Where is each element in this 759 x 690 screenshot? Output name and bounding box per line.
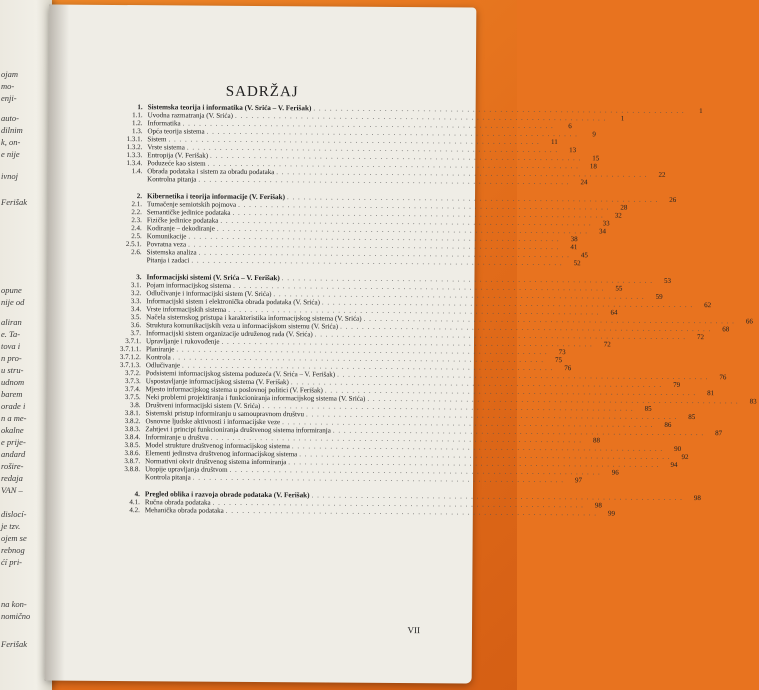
toc-page-number: 1	[699, 107, 703, 116]
toc-section-title: Kontrolna pitanja	[147, 175, 197, 184]
toc-page-number: 13	[569, 146, 577, 155]
left-page-text-fragment: ojam	[1, 69, 18, 79]
book-page	[45, 5, 757, 684]
toc-section-title: Društveni informacijski sistem (V. Srića)	[145, 401, 261, 411]
toc-section-title: Fizičke jedinice podataka	[146, 216, 219, 225]
toc-page-number: 98	[594, 501, 602, 510]
toc-section-number: 3.8.8.	[124, 465, 141, 474]
toc-page-number: 87	[715, 429, 723, 438]
left-page-text-fragment: andard	[1, 449, 26, 459]
toc-page-number: 99	[607, 509, 616, 518]
left-page-text-fragment: ćí pri-	[1, 557, 23, 567]
toc-page-number: 24	[580, 178, 588, 187]
toc-section-number: 3.7.4.	[124, 385, 141, 394]
left-page-text-fragment: VAN –	[1, 485, 23, 495]
toc-page-number: 85	[688, 412, 696, 422]
toc-page-number: 62	[704, 301, 712, 310]
toc-section-title: Kontrola pitanja	[145, 473, 191, 482]
toc-section-title: Mehanička obrada podataka	[144, 506, 224, 515]
toc-section-number: 3.7.5.	[124, 393, 141, 402]
toc-section-title: Pregled oblika i razvoja obrade podataka (V. Ferišak)	[144, 490, 310, 500]
toc-section-title: Povratna veza	[146, 240, 187, 249]
toc-page-number: 81	[707, 389, 715, 398]
left-page-text-fragment: u stru-	[1, 365, 24, 375]
toc-row	[98, 506, 616, 518]
toc-page-number: 55	[615, 284, 623, 293]
toc-section-number: 1.2.	[132, 119, 143, 128]
toc-page-number: 75	[555, 356, 563, 365]
toc-page-number: 88	[592, 436, 600, 445]
left-page-text-fragment: e prije-	[1, 437, 26, 447]
toc-page-number: 79	[673, 380, 681, 389]
toc-section-number: 4.2.	[129, 506, 140, 515]
toc-page-number: 6	[568, 122, 572, 131]
toc-section-number: 2.1.	[131, 200, 143, 209]
toc-section-title: Informacijski sistem organizacije udruženog rada (V. Srića)	[146, 329, 313, 339]
left-page-text-fragment: e. Ta-	[1, 329, 21, 339]
toc-page-number: 72	[697, 333, 705, 342]
left-page-text-fragment: rošire-	[1, 461, 24, 471]
toc-section-number: 3.7.1.1.	[119, 345, 141, 354]
toc-section-number: 3.5.	[130, 313, 142, 322]
toc-section-number: 4.	[134, 490, 140, 499]
toc-section-title: Podsistemi informacijskog sistema poduzeća (V. Srića – V. Ferišak)	[145, 369, 336, 379]
toc-page-number: 72	[603, 340, 611, 349]
left-page-text-fragment: auto-	[1, 113, 19, 123]
left-page-text-fragment: n a me-	[1, 413, 27, 423]
toc-section-title: Uspostavljanje informacijskog sistema (V. Ferišak)	[145, 377, 289, 387]
toc-section-number: 3.7.3.	[124, 377, 141, 386]
toc-section-number: 3.8.4.	[124, 433, 141, 442]
toc-section-title: Načela sistemskog pristupa i karakteristika informacijskog sistema (V. Srića)	[146, 313, 362, 323]
toc-section-title: Komunikacije	[146, 232, 187, 241]
toc-section-title: Model strukture društvenog informacijskog sistema	[145, 441, 290, 451]
left-page-text-fragment: k, on-	[1, 137, 21, 147]
toc-section-title: Kontrola	[145, 353, 171, 362]
toc-section-title: Sistemska analiza	[146, 248, 197, 257]
page-title: SADRŽAJ	[225, 83, 299, 101]
left-page-text-fragment: je tzv.	[1, 521, 21, 531]
toc-section-number: 3.7.	[130, 329, 142, 338]
toc-leader-dots	[226, 507, 597, 518]
toc-section-number: 3.8.1.	[124, 409, 141, 418]
toc-section-title: Struktura komunikacijskih veza u informacijskom sistemu (V. Srića)	[146, 321, 339, 331]
toc-page-number: 98	[693, 494, 701, 503]
toc-section-number: 4.1.	[129, 498, 140, 507]
toc-section-title: Planiranje	[145, 345, 175, 354]
left-page-text-fragment: aliran	[1, 317, 22, 327]
toc-page-number: 94	[670, 460, 678, 469]
left-page-text-fragment: okalne	[1, 425, 24, 435]
toc-section-title: Kodiranje – dekodiranje	[146, 224, 215, 233]
toc-page-number: 32	[614, 211, 622, 220]
toc-section-number: 3.	[136, 273, 142, 282]
left-page-text-fragment: mo-	[1, 81, 15, 91]
toc-section-number: 3.8.5.	[124, 441, 141, 450]
toc-section-number: 3.8.6.	[124, 449, 141, 458]
toc-page-number: 97	[574, 476, 583, 485]
toc-section-title: Mjesto informacijskog sistema u poslovnoj politici (V. Ferišak)	[145, 385, 323, 395]
toc-section-number: 2.5.1.	[125, 240, 142, 249]
toc-page-number: 52	[573, 259, 581, 268]
toc-section-title: Osnovne ljudske aktivnosti i informacijske veze	[145, 417, 281, 427]
toc-page-number: 92	[681, 452, 689, 461]
toc-page-number: 41	[570, 243, 578, 252]
left-page-text-fragment: dislocí-	[1, 509, 27, 519]
left-page-text-fragment: ojem se	[1, 533, 27, 543]
toc-page-number: 1	[620, 114, 625, 123]
toc-section-title: Zahtjevi i principi funkcioniranja društvenog sistema informiranja	[145, 425, 331, 435]
toc-section-title: Odlučivanje i informacijski sistem (V. Srića)	[146, 289, 272, 299]
toc-section-title: Obrada podataka i sistem za obradu podataka	[147, 167, 275, 177]
toc-section-number: 1.3.1.	[126, 135, 143, 144]
toc-section-number: 3.8.2.	[124, 417, 141, 426]
toc-section-title: Informiranje u društvu	[145, 433, 209, 442]
toc-section-number: 1.3.	[131, 127, 143, 136]
toc-section-title: Pitanja i zadaci	[146, 256, 190, 265]
left-facing-page	[0, 0, 52, 690]
toc-section-title: Elementi jedinstva društvenog informacijskog sistema	[145, 449, 298, 459]
toc-section-title: Vrste informacijskih sistema	[146, 305, 227, 314]
toc-section-title: Tumačenje semiotskih pojmova	[146, 200, 237, 209]
left-page-text-fragment: dilnim	[1, 125, 23, 135]
toc-section-title: Neki problemi projektiranja i funkcioniranja informacijskog sistema (V. Srića)	[145, 393, 366, 403]
toc-page-number: 28	[620, 203, 628, 212]
toc-page-number: 64	[610, 308, 618, 317]
toc-section-number: 2.2.	[131, 208, 142, 217]
left-page-text-fragment: n pro-	[1, 353, 22, 363]
toc-page-number: 26	[669, 195, 677, 204]
toc-section-number: 1.1.	[132, 111, 143, 120]
toc-section-number: 3.4.	[130, 305, 142, 314]
toc-section-title: Ručna obrada podataka	[144, 498, 211, 507]
toc-page-number: 34	[599, 227, 607, 236]
toc-section-title: Utopije upravljanja društvom	[145, 465, 228, 474]
toc-page-number: 73	[558, 348, 566, 357]
toc-page-number: 18	[589, 162, 597, 171]
left-page-text-fragment: barem	[1, 389, 23, 399]
toc-section-title: Informacijski sistem i elektronička obrada podataka (V. Srića)	[146, 297, 320, 307]
toc-section-title: Opća teorija sistema	[147, 127, 205, 136]
toc-section-title: Semantičke jedinice podataka	[146, 208, 231, 217]
left-page-text-fragment: ivnoj	[1, 171, 18, 181]
toc-section-number: 1.3.2.	[126, 143, 143, 152]
left-page-text-fragment: orade i	[1, 401, 26, 411]
left-page-text-fragment: nomično	[1, 611, 31, 621]
toc-page-number: 15	[592, 154, 600, 163]
toc-page-number: 90	[674, 444, 682, 453]
toc-page-number: 9	[592, 130, 596, 139]
toc-page-number: 22	[658, 170, 666, 179]
toc-section-number: 3.6.	[130, 321, 142, 330]
left-page-text-fragment: redaja	[1, 473, 23, 483]
toc-section-number: 2.4.	[131, 224, 142, 233]
toc-section-title: Kibernetika i teorija informacije (V. Ferišak)	[147, 192, 286, 202]
toc-page-number: 59	[655, 292, 663, 301]
toc-section-number: 3.7.1.3.	[119, 361, 141, 370]
toc-page-number: 76	[564, 364, 572, 373]
toc-section-title: Sistemski pristup informiranju u samoupravnom društvu	[145, 409, 305, 419]
toc-section-number: 3.8.3.	[124, 425, 141, 434]
toc-section-title: Upravljanje i rukovođenje	[145, 337, 220, 346]
left-page-text-fragment: Ferišak	[1, 639, 27, 649]
toc-section-title: Sistemska teorija i informatika (V. Srića – V. Ferišak)	[147, 103, 312, 113]
toc-section-title: Normativni okvir društvenog sistema informiranja	[145, 457, 287, 467]
toc-section-number: 3.2.	[130, 289, 142, 298]
toc-section-number: 2.	[136, 192, 143, 201]
left-page-text-fragment: opune	[1, 285, 22, 295]
toc-page-number: 86	[664, 420, 672, 429]
table-of-contents	[98, 103, 757, 518]
left-page-text-fragment: rebnog	[1, 545, 25, 555]
left-page-text-fragment: tova i	[1, 341, 21, 351]
toc-section-number: 1.3.4.	[126, 159, 143, 168]
toc-section-title: Poduzeće kao sistem	[147, 159, 206, 168]
toc-page-number: 53	[664, 276, 672, 285]
toc-section-number: 1.4.	[131, 167, 143, 176]
left-page-text-fragment: nije od	[1, 297, 25, 307]
toc-page-number: 45	[580, 251, 588, 260]
toc-section-title: Entropija (V. Ferišak)	[147, 151, 209, 160]
toc-page-number: 96	[611, 468, 619, 477]
left-page-text-fragment: enji-	[1, 93, 17, 103]
toc-section-number: 3.3.	[130, 297, 142, 306]
toc-page-number: 33	[602, 219, 610, 228]
left-page-text-fragment: e nije	[1, 149, 20, 159]
toc-page-number: 11	[550, 138, 558, 147]
toc-page-number: 68	[722, 325, 730, 334]
toc-section-number: 1.	[137, 103, 143, 112]
toc-page-number: 38	[570, 235, 578, 244]
toc-section-number: 3.1.	[130, 281, 142, 290]
toc-section-number: 3.8.	[130, 401, 141, 410]
toc-section-number: 3.8.7.	[124, 457, 141, 466]
toc-section-title: Vrste sistema	[147, 143, 185, 152]
toc-page-number: 76	[719, 373, 727, 382]
toc-section-number: 3.7.1.2.	[119, 353, 141, 362]
toc-section-number: 3.7.1.	[125, 337, 142, 346]
toc-section-number: 2.3.	[131, 216, 142, 225]
toc-section-number: 2.5.	[131, 232, 142, 241]
toc-section-title: Sistem	[147, 135, 167, 144]
toc-section-number: 1.3.3.	[126, 151, 143, 160]
toc-page-number: 83	[749, 397, 757, 406]
toc-section-title: Pojam informacijskog sistema	[146, 281, 232, 290]
page-spine-shadow	[45, 5, 70, 681]
left-page-text-fragment: na kon-	[1, 599, 27, 609]
page-number: VII	[407, 625, 421, 636]
toc-section-title: Informacijski sistemi (V. Srića – V. Ferišak)	[146, 273, 280, 283]
toc-section-title: Odlučivanje	[145, 361, 181, 370]
toc-page-number: 66	[745, 317, 753, 326]
toc-section-number: 2.6.	[131, 248, 142, 257]
toc-section-number: 3.7.2.	[125, 369, 141, 378]
toc-section-title: Informatika	[147, 119, 181, 128]
toc-page-number: 85	[644, 404, 652, 413]
left-page-text-fragment: udnom	[1, 377, 25, 387]
toc-section-title: Uvodna razmatranja (V. Srića)	[147, 111, 234, 120]
left-page-text-fragment: Ferišak	[1, 197, 27, 207]
